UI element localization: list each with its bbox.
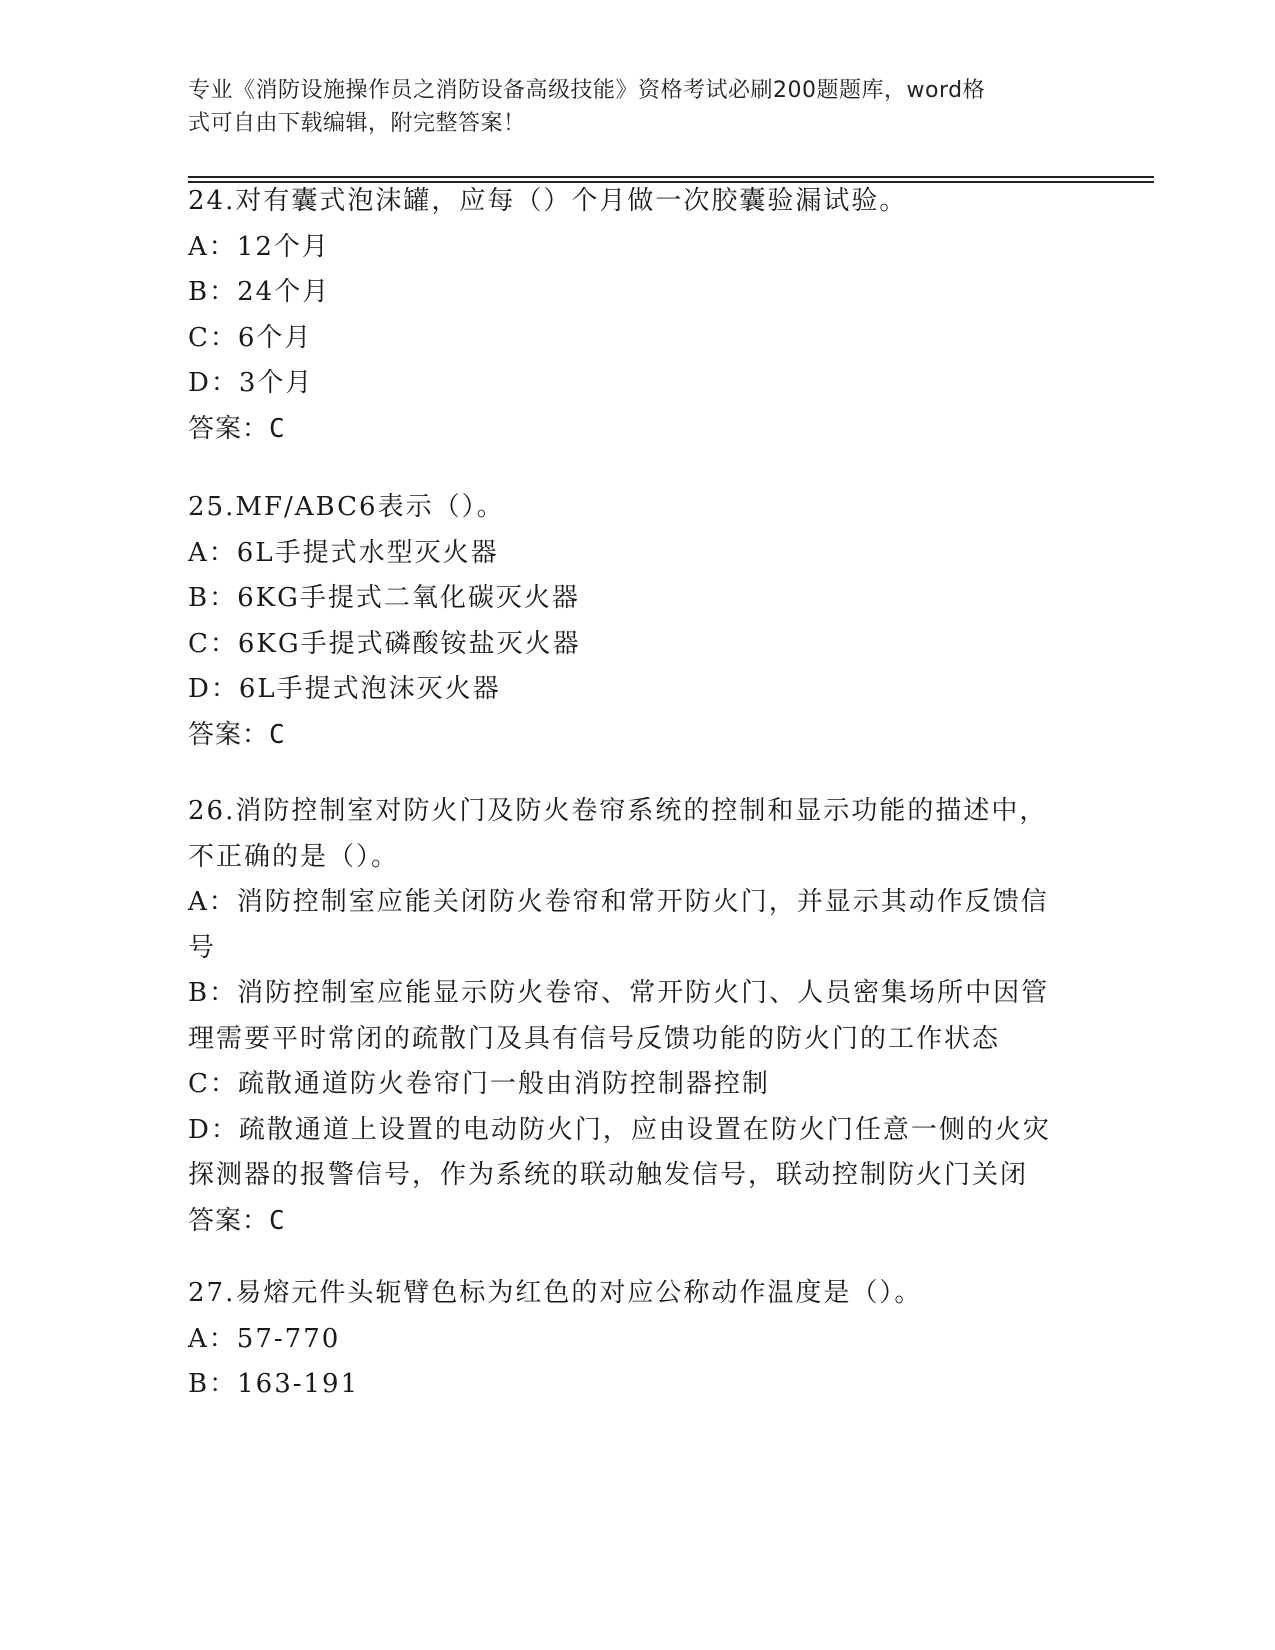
option-d-line-2: 探测器的报警信号，作为系统的联动触发信号，联动控制防火门关闭: [188, 1160, 1029, 1190]
question-stem-line-2: 不正确的是（）。: [188, 841, 400, 872]
option-b-line-1: B：消防控制室应能显示防火卷帘、常开防火门、人员密集场所中因管: [188, 978, 1050, 1008]
answer-line: [188, 713, 1088, 759]
header-line-1: 专业《消防设施操作员之消防设备高级技能》资格考试必刷200题题库，word格: [188, 78, 986, 103]
question-24: [188, 179, 1088, 452]
question-stem-line-1: 26.消防控制室对防火门及防火卷帘系统的控制和显示功能的描述中，: [188, 796, 1048, 826]
option-c: C：6个月: [188, 322, 313, 353]
question-25: [188, 485, 1088, 758]
option-a: A：57-770: [188, 1323, 341, 1354]
question-stem: 27.易熔元件头轭臂色标为红色的对应公称动作温度是（）。: [188, 1278, 923, 1308]
answer-label: 答案：: [188, 1205, 270, 1236]
question-27: [188, 1271, 1088, 1408]
question-26: [188, 789, 1088, 1244]
option-a-line-2: 号: [188, 932, 217, 963]
option-a: A：12个月: [188, 231, 330, 262]
option-b: B：163-191: [188, 1369, 360, 1399]
option-d: D：6L手提式泡沫灭火器: [188, 674, 501, 704]
document-header: [188, 74, 1088, 140]
option-c: C：疏散通道防火卷帘门一般由消防控制器控制: [188, 1069, 770, 1099]
answer-value: C: [269, 719, 286, 750]
header-line-2: 式可自由下载编辑，附完整答案！: [188, 111, 526, 136]
answer-label: 答案：: [188, 413, 270, 444]
option-d: D：3个月: [188, 368, 314, 398]
option-d-line-1: D：疏散通道上设置的电动防火门，应由设置在防火门任意一侧的火灾: [188, 1114, 1051, 1145]
option-a: A：6L手提式水型灭火器: [188, 537, 499, 568]
header-divider-top: [188, 176, 1154, 178]
answer-line: [188, 407, 1088, 453]
answer-label: 答案：: [188, 719, 270, 750]
answer-line: [188, 1199, 1088, 1245]
question-stem: 25.MF/ABC6表示（）。: [188, 492, 505, 522]
option-b-line-2: 理需要平时常闭的疏散门及具有信号反馈功能的防火门的工作状态: [188, 1023, 1001, 1054]
answer-value: C: [269, 1205, 286, 1236]
option-b: B：6KG手提式二氧化碳灭火器: [188, 583, 580, 613]
answer-value: C: [269, 413, 286, 444]
option-b: B：24个月: [188, 277, 331, 307]
option-a-line-1: A：消防控制室应能关闭防火卷帘和常开防火门，并显示其动作反馈信: [188, 887, 1049, 917]
question-stem: 24.对有囊式泡沫罐，应每（）个月做一次胶囊验漏试验。: [188, 186, 908, 216]
option-c: C：6KG手提式磷酸铵盐灭火器: [188, 628, 581, 659]
